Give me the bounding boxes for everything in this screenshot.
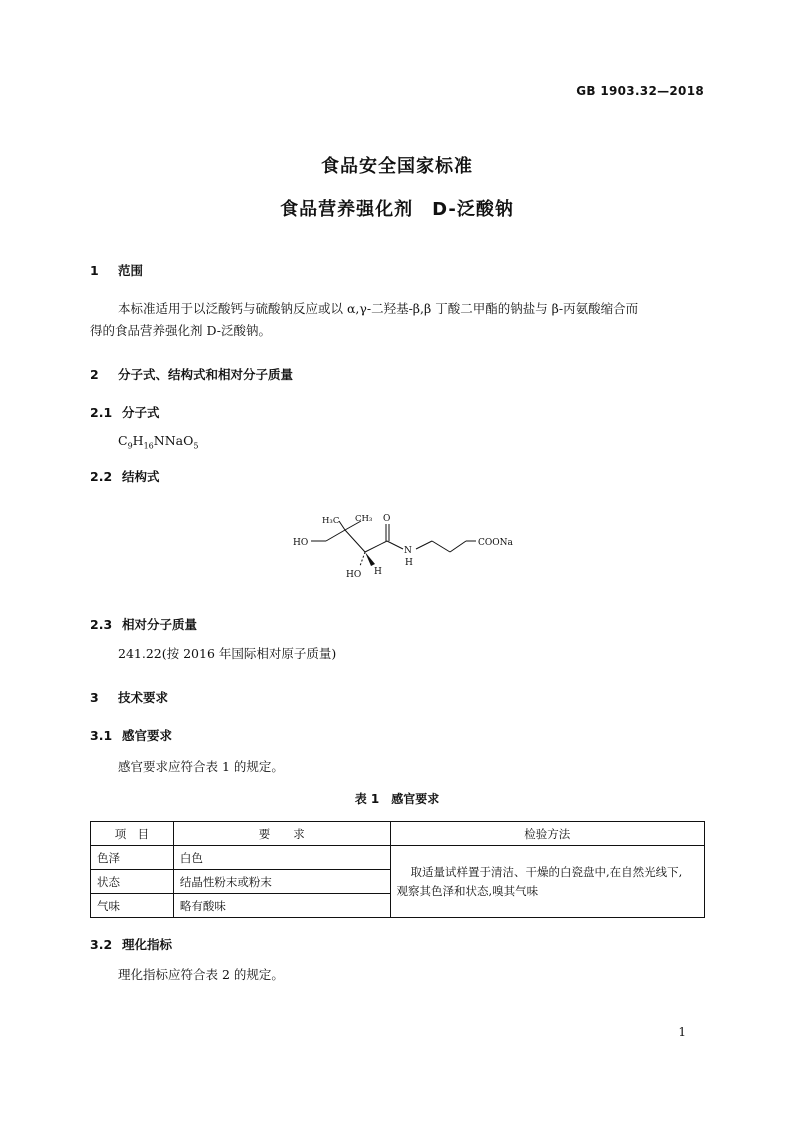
table-cell: 结晶性粉末或粉末	[173, 870, 390, 894]
scope-paragraph-line1: 本标准适用于以泛酸钙与硫酸钠反应或以 α,γ-二羟基-β,β 丁酸二甲酯的钠盐与 β-丙氨酸缩合而	[118, 301, 639, 316]
amide-h-label: H	[405, 558, 413, 568]
table-1-caption: 表 1 感官要求	[354, 792, 440, 806]
coona-label: COONa	[478, 538, 513, 548]
table-cell: 白色	[173, 846, 390, 870]
section-title: 理化指标	[122, 937, 173, 952]
section-number: 3.2	[90, 937, 113, 952]
section-title: 相对分子质量	[122, 617, 198, 632]
section-title: 分子式、结构式和相对分子质量	[118, 367, 294, 382]
standard-code: GB 1903.32—2018	[576, 84, 704, 98]
test-method-line2: 观察其色泽和状态,嗅其气味	[396, 883, 539, 898]
section-number: 3	[90, 690, 99, 705]
test-method-cell	[390, 846, 704, 918]
section-number: 2.3	[90, 617, 113, 632]
molecular-mass-text: 241.22(按 2016 年国际相对原子质量)	[118, 646, 337, 661]
carbonyl-oxygen-label: O	[383, 514, 391, 524]
section-number: 2.1	[90, 405, 113, 420]
table-header-item: 项 目	[91, 822, 174, 846]
section-title: 分子式	[122, 405, 160, 420]
section-number: 2.2	[90, 469, 113, 484]
section-number: 2	[90, 367, 99, 382]
section-title: 范围	[118, 263, 144, 278]
table-header-row	[91, 822, 705, 846]
section-number: 1	[90, 263, 99, 278]
test-method-line1: 取适量试样置于清洁、干燥的白瓷盘中,在自然光线下,	[410, 864, 683, 879]
section-title: 技术要求	[118, 690, 169, 705]
table-header-method: 检验方法	[390, 822, 704, 846]
section-3-heading	[90, 688, 168, 706]
molecular-formula: $C_9H_{16}NNaO_5$	[118, 433, 199, 451]
stereo-h-label: H	[374, 567, 382, 577]
table-1	[90, 821, 705, 918]
methyl-label-left: H₃C	[322, 516, 340, 526]
hydroxyl-label-left: HO	[293, 538, 309, 548]
section-title: 结构式	[122, 469, 160, 484]
methyl-label-right: CH₃	[355, 514, 373, 524]
document-title: 食品安全国家标准	[321, 156, 473, 177]
section-2-3-heading	[90, 615, 197, 633]
table-cell: 气味	[91, 894, 174, 918]
table-cell: 略有酸味	[173, 894, 390, 918]
document-subtitle: 食品营养强化剂 D-泛酸钠	[280, 199, 514, 220]
table-row	[91, 846, 705, 870]
physicochemical-requirement-text: 理化指标应符合表 2 的规定。	[118, 967, 284, 982]
scope-paragraph-line2: 得的食品营养强化剂 D-泛酸钠。	[90, 323, 271, 338]
section-3-1-heading	[90, 726, 172, 744]
table-cell: 色泽	[91, 846, 174, 870]
amide-n-label: N	[404, 546, 412, 556]
hydroxyl-label-bottom: HO	[346, 570, 362, 580]
page-number: 1	[678, 1025, 686, 1039]
section-3-2-heading	[90, 935, 172, 953]
table-header-requirement: 要 求	[173, 822, 390, 846]
section-number: 3.1	[90, 728, 113, 743]
sensory-requirement-text: 感官要求应符合表 1 的规定。	[118, 759, 284, 774]
table-cell: 状态	[91, 870, 174, 894]
section-title: 感官要求	[122, 728, 173, 743]
